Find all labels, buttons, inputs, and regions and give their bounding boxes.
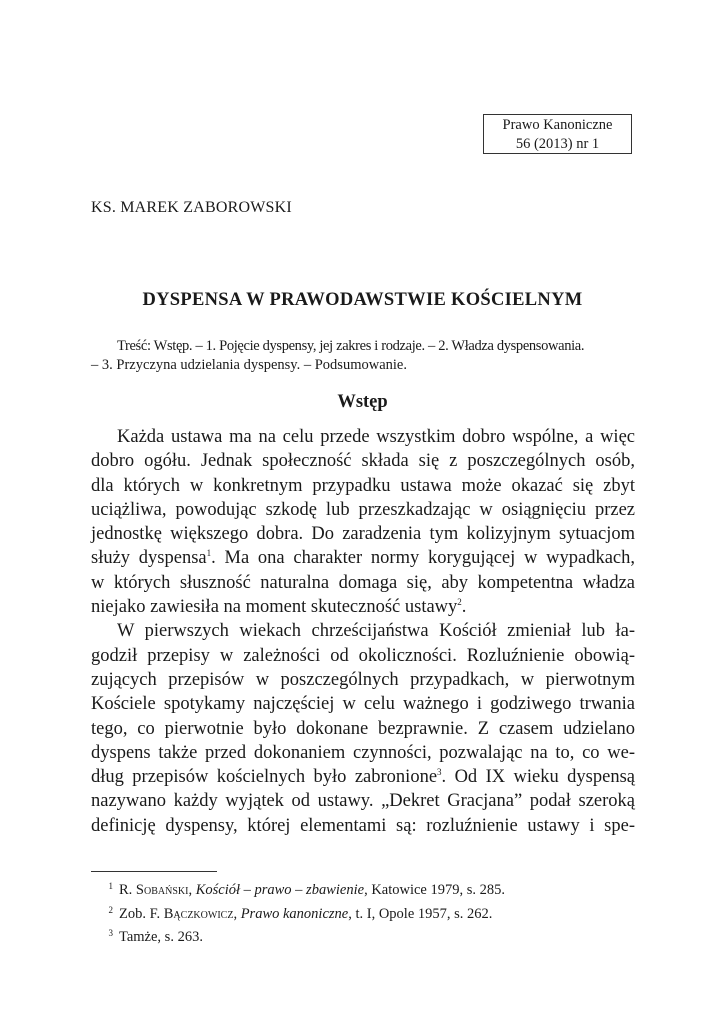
text-line: dyspens także przed dokonaniem czynności, pozwalając na to, co we- xyxy=(91,742,635,763)
text-line: tego, co pierwotnie było dokonane bezprawnie. Z czasem udzielano xyxy=(91,718,635,739)
footnote xyxy=(91,924,635,948)
footnote-text: , Katowice 1979, s. 285. xyxy=(364,882,506,898)
text-line: nazywano każdy wyjątek od ustawy. „Dekret Gracjana” podał szeroką xyxy=(91,791,635,812)
toc-line: Treść: Wstęp. – 1. Pojęcie dyspensy, jej zakres i rodzaje. – 2. Władza dyspensowania. xyxy=(117,338,585,354)
footnote-ref: 3 xyxy=(437,767,442,777)
text-line: w których słuszność naturalna domaga się, aby kompetentna władza xyxy=(91,572,635,593)
article-title: DYSPENSA W PRAWODAWSTWIE KOŚCIELNYM xyxy=(142,290,583,310)
text-line: godził przepisy w zależności od okoliczności. Rozluźnienie obowią- xyxy=(91,645,635,666)
text-line xyxy=(91,595,635,619)
text-line: zujących przepisów w poszczególnych przypadkach, w pierwotnym xyxy=(91,669,635,690)
toc-line: – 3. Przyczyna udzielania dyspensy. – Podsumowanie. xyxy=(91,357,407,373)
text-line: dla których w konkretnym przypadku ustawa może okazać się zbyt xyxy=(91,475,635,496)
footnote-number: 3 xyxy=(108,928,113,938)
footnote-number: 2 xyxy=(108,904,113,915)
text-fragment: . Ma ona charakter normy korygującej w wypadkach, xyxy=(211,548,636,569)
footnote-number: 1 xyxy=(108,881,113,891)
footnote-title: Kościół – prawo – zbawienie xyxy=(195,882,365,898)
footnote-author: Sobański xyxy=(135,882,189,898)
text-fragment: . Od IX wieku dyspensą xyxy=(441,767,635,788)
footnote-ref: 1 xyxy=(206,548,212,559)
footnote xyxy=(91,877,635,901)
footnote-divider xyxy=(91,871,217,872)
text-line xyxy=(91,546,635,570)
footnote-text: , t. I, Opole 1957, s. 262. xyxy=(348,905,493,922)
footnote-text: Zob. F. xyxy=(119,905,164,922)
text-fragment: służy dyspensa xyxy=(91,548,207,569)
footnote-text: Tamże, s. 263. xyxy=(119,929,203,945)
footnote xyxy=(91,901,635,925)
footnote-author: Bączkowicz xyxy=(163,905,234,922)
text-line: dobro ogółu. Jednak społeczność składa się z poszczególnych osób, xyxy=(91,451,635,472)
text-line: Kościele spotykamy najczęściej w celu ważnego i godziwego trwania xyxy=(91,694,635,715)
footnote-separator: , xyxy=(233,905,241,922)
text-line: definicję dyspensy, której elementami są: rozluźnienie ustawy i spe- xyxy=(91,815,635,836)
text-line: W pierwszych wiekach chrześcijaństwa Kościół zmieniał lub ła- xyxy=(117,621,635,642)
footnote-separator: , xyxy=(188,882,196,898)
text-line xyxy=(91,765,635,789)
journal-info-box xyxy=(483,114,632,154)
footnote-title: Prawo kanoniczne xyxy=(240,905,349,922)
text-fragment: dług przepisów kościelnych było zabronione xyxy=(91,767,438,788)
footnote-text: R. xyxy=(119,882,136,898)
journal-volume: 56 (2013) nr 1 xyxy=(515,136,600,152)
journal-name: Prawo Kanoniczne xyxy=(502,117,613,133)
footnotes xyxy=(91,877,635,948)
text-fragment: . xyxy=(461,597,467,618)
body-text xyxy=(91,425,635,838)
text-line: jednostkę większego dobra. Do zaradzenia tym kolizyjnym sytuacjom xyxy=(91,524,635,545)
author-name: KS. MAREK ZABOROWSKI xyxy=(91,199,292,216)
text-line: Każda ustawa ma na celu przede wszystkim dobro wspólne, a więc xyxy=(117,427,635,447)
table-of-contents xyxy=(91,337,635,375)
footnote-ref: 2 xyxy=(457,596,462,607)
text-fragment: niejako zawiesiła na moment skuteczność ustawy xyxy=(91,597,458,618)
text-line: uciążliwa, powodując szkodę lub przeszkadzając w osiągnięciu przez xyxy=(91,499,635,520)
section-heading: Wstęp xyxy=(337,392,388,412)
